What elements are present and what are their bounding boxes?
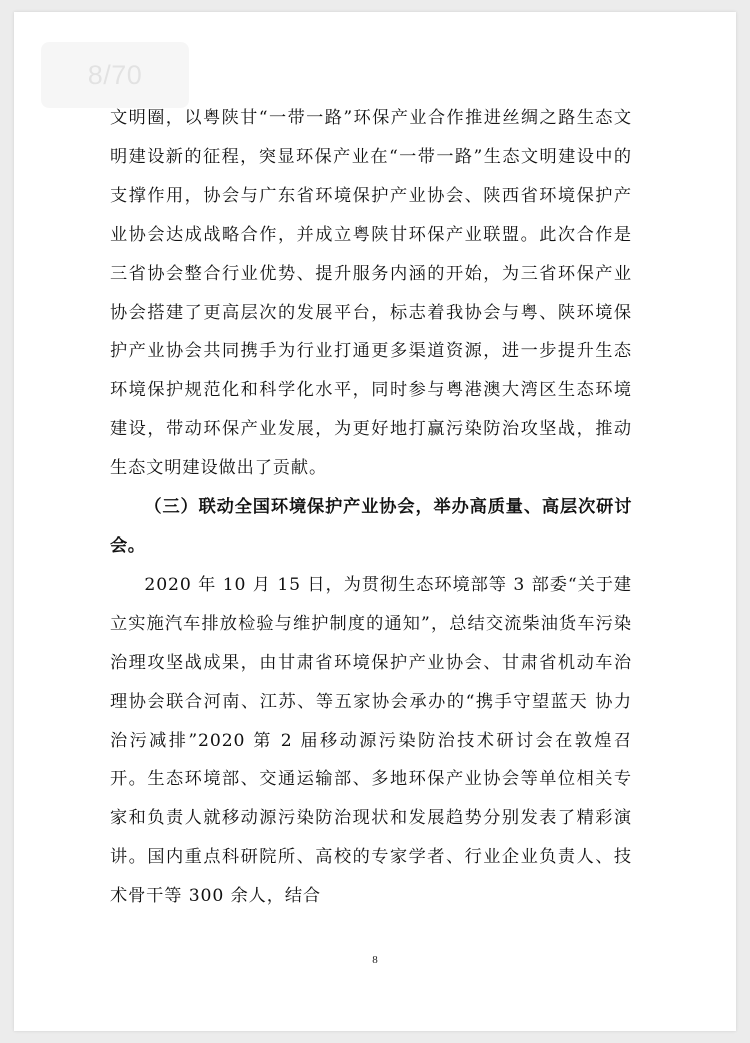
document-body [110,99,632,916]
paragraph-event: 2020 年 10 月 15 日，为贯彻生态环境部等 3 部委“关于建立实施汽车排放检验与维护制度的通知”，总结交流柴油货车污染治理攻坚战成果，由甘肃省环境保护产业协会、甘肃省机动车治理协会联合河南、江苏、等五家协会承办的“携手守望蓝天 协力治污减排”2020 第 2 届移动源污染防治技术研讨会在敦煌召开。生态环境部、交通运输部、多地环保产业协会等单位相关专家和负责人就移动源污染防治现状和发展趋势分别发表了精彩演讲。国内重点科研院所、高校的专家学者、行业企业负责人、技术骨干等 300 余人，结合 [110,574,632,907]
page-indicator: 8/70 [41,42,189,108]
page-number: 8 [372,954,378,966]
section-heading: （三）联动全国环境保护产业协会，举办高质量、高层次研讨会。 [110,497,632,556]
paragraph-continued: 文明圈，以粤陕甘“一带一路”环保产业合作推进丝绸之路生态文明建设新的征程，突显环保产业在“一带一路”生态文明建设中的支撑作用，协会与广东省环境保护产业协会、陕西省环境保护产业协会达成战略合作，并成立粤陕甘环保产业联盟。此次合作是三省协会整合行业优势、提升服务内涵的开始，为三省环保产业协会搭建了更高层次的发展平台，标志着我协会与粤、陕环境保护产业协会共同携手为行业打通更多渠道资源，进一步提升生态环境保护规范化和科学化水平，同时参与粤港澳大湾区生态环境建设，带动环保产业发展，为更好地打赢污染防治攻坚战，推动生态文明建设做出了贡献。 [110,108,632,479]
